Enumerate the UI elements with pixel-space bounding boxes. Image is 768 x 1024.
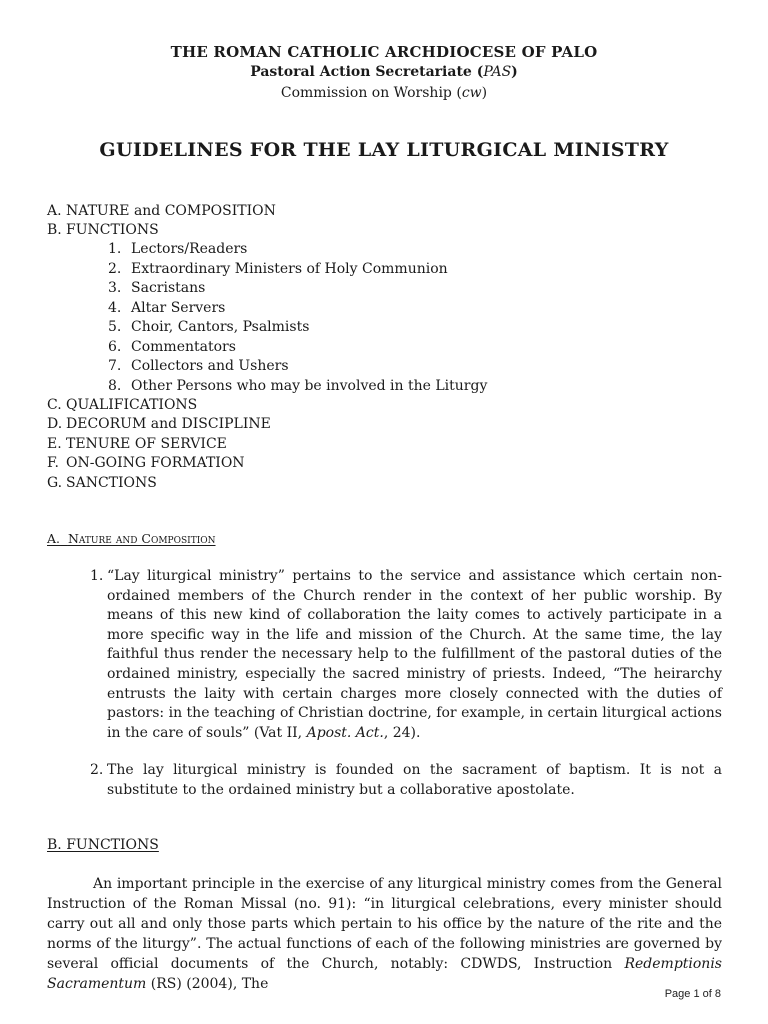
commission-name: Commission on Worship (cw) xyxy=(280,85,488,101)
toc-subitem: 8. Other Persons who may be involved in the Liturgy xyxy=(108,378,488,394)
section-b-heading: B. FUNCTIONS xyxy=(47,837,159,853)
toc-item-g: G. SANCTIONS xyxy=(47,475,157,491)
toc-item-a: A. NATURE and COMPOSITION xyxy=(47,203,276,219)
document-title: GUIDELINES FOR THE LAY LITURGICAL MINISTRY xyxy=(99,139,669,161)
toc-subitem: 2. Extraordinary Ministers of Holy Communion xyxy=(108,261,448,277)
toc-subitem: 5. Choir, Cantors, Psalmists xyxy=(108,319,310,335)
toc-subitem: 4. Altar Servers xyxy=(108,300,226,316)
office-name: Pastoral Action Secretariate (PAS) xyxy=(250,64,518,80)
toc-subitem: 3. Sacristans xyxy=(108,280,206,296)
citation-italic: Apost. Act. xyxy=(306,724,384,741)
archdiocese-name: THE ROMAN CATHOLIC ARCHDIOCESE OF PALO xyxy=(170,43,598,61)
office-abbr: PAS xyxy=(483,64,512,80)
page-number: Page 1 of 8 xyxy=(664,988,721,1000)
toc-subitem: 6. Commentators xyxy=(108,339,236,355)
toc-item-d: D. DECORUM and DISCIPLINE xyxy=(47,416,271,432)
toc-subitem: 7. Collectors and Ushers xyxy=(108,358,289,374)
toc-item-c: C. QUALIFICATIONS xyxy=(47,397,198,413)
toc-item-e: E. TENURE OF SERVICE xyxy=(47,436,227,452)
section-a-heading: A. Nature and Composition xyxy=(47,531,216,546)
toc-item-b: B. FUNCTIONS xyxy=(47,222,159,238)
section-a-paragraph-1: 1. “Lay liturgical ministry” pertains to the service and assistance which certain non-ordained members of the Church render in the context of her public worship. By means of this new kind of collaboration the laity comes to actively participate in a more specific way in the life and mission of the Church. At the same time, the lay faithful thus render the necessary help to the fulfillment of the pastoral duties of the ordained ministry, especially the sacred ministry of priests. Indeed, “The heirarchy entrusts the laity with certain charges more closely connected with the duties of pastors: in the teaching of Christian doctrine, for example, in certain liturgical actions in the care of souls” (Vat II, Apost. Act., 24). xyxy=(90,568,722,741)
document-title-italic: Redemptionis Sacramentum xyxy=(47,956,722,992)
commission-abbr: cw xyxy=(461,85,482,101)
toc-item-f: F. ON-GOING FORMATION xyxy=(47,455,245,471)
section-b-paragraph: An important principle in the exercise of any liturgical ministry comes from the General Instruction of the Roman Missal (no. 91): “in liturgical celebrations, every minister should carry out all and only those parts which pertain to his office by the nature of the rite and the norms of the liturgy”. The actual functions of each of the following ministries are governed by several official documents of the Church, notably: CDWDS, Instruction Redemptionis Sacramentum (RS) (2004), The xyxy=(47,876,722,992)
section-a-paragraph-2: 2. The lay liturgical ministry is founded on the sacrament of baptism. It is not a substitute to the ordained ministry but a collaborative apostolate. xyxy=(90,762,722,798)
toc-subitem: 1. Lectors/Readers xyxy=(108,241,248,257)
